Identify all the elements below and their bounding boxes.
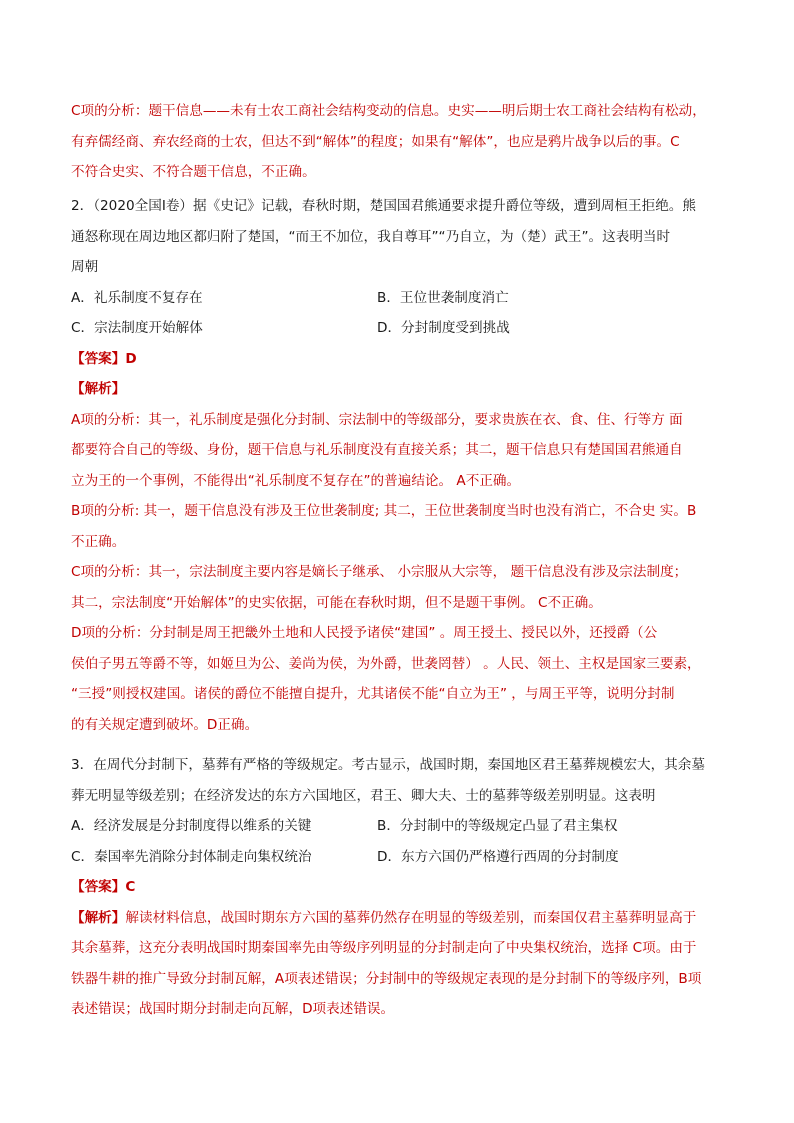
analysis-line: D项的分析：分封制是周王把畿外土地和人民授予诸侯“建国” 。周王授土、授民以外，还授爵（公 xyxy=(71,625,658,641)
options-row xyxy=(71,313,726,344)
analysis-line: 的有关规定遭到破坏。D正确。 xyxy=(71,716,259,733)
question-stem-line: 通怒称现在周边地区都归附了楚国，“而王不加位，我自尊耳”“乃自立，为（楚）武王”。这表明当时 xyxy=(71,228,671,245)
analysis-first-line xyxy=(71,903,726,934)
question-3 xyxy=(71,750,726,1025)
analysis-line: “三授”则授权建国。诸侯的爵位不能擅自提升，尤其诸侯不能“自立为王” ，与周王平等，说明分封制 xyxy=(71,686,675,702)
option-b: B．王位世袭制度消亡 xyxy=(377,289,509,306)
analysis-body xyxy=(71,933,726,1025)
options-row xyxy=(71,283,726,314)
analysis-line: 侯伯子男五等爵不等，如姬旦为公、姜尚为侯，为外爵，世袭罔替） 。人民、领土、主权是国家三要素， xyxy=(71,655,701,672)
option-d: D．分封制度受到挑战 xyxy=(377,320,510,336)
analysis-body xyxy=(71,405,726,741)
section-c-analysis xyxy=(71,96,726,188)
options-row xyxy=(71,842,726,873)
option-a: A．经济发展是分封制度得以维系的关键 xyxy=(71,818,312,834)
analysis-line: C项的分析：题干信息——未有士农工商社会结构变动的信息。史实——明后期士农工商社会结构有松动， xyxy=(71,103,706,119)
options-row xyxy=(71,811,726,842)
analysis-line: B项的分析: 其一，题干信息没有涉及王位世袭制度; 其二，王位世袭制度当时也没有消亡，不合史 实。B xyxy=(71,503,697,519)
analysis-line: 铁器牛耕的推广导致分封制瓦解，A项表述错误；分封制中的等级规定表现的是分封制下的等级序列，B项 xyxy=(71,970,702,987)
analysis-label: 【解析】 xyxy=(71,909,126,926)
option-c: C．秦国率先消除分封体制走向集权统治 xyxy=(71,848,312,865)
analysis-line: 其余墓葬，这充分表明战国时期秦国率先由等级序列明显的分封制走向了中央集权统治，选择 C项。由于 xyxy=(71,940,697,956)
analysis-line: A项的分析：其一，礼乐制度是强化分封制、宗法制中的等级部分，要求贵族在衣、食、住、行等方 面 xyxy=(71,411,683,428)
option-b: B．分封制中的等级规定凸显了君主集权 xyxy=(377,818,618,834)
option-d: D．东方六国仍严格遵行西周的分封制度 xyxy=(377,848,619,865)
question-stem-line: 葬无明显等级差别；在经济发达的东方六国地区，君王、卿大夫、士的墓葬等级差别明显。这表明 xyxy=(71,787,656,804)
analysis-text: 解读材料信息，战国时期东方六国的墓葬仍然存在明显的等级差别，而秦国仅君主墓葬明显高于 xyxy=(125,909,697,926)
analysis-line: 有弃儒经商、弃农经商的士农，但达不到“解体”的程度；如果有“解体”，也应是鸦片战争以后的事。C xyxy=(71,133,680,150)
option-a: A．礼乐制度不复存在 xyxy=(71,289,203,306)
option-c: C．宗法制度开始解体 xyxy=(71,320,203,336)
question-stem-line: 周朝 xyxy=(71,259,99,275)
answer-label: 【答案】D xyxy=(71,350,137,367)
analysis-line: 其二，宗法制度“开始解体”的史实依据，可能在春秋时期，但不是题干事例。 C不正确。 xyxy=(71,594,602,611)
analysis-line: 不符合史实、不符合题干信息，不正确。 xyxy=(71,164,316,180)
analysis-line: 不正确。 xyxy=(71,533,126,550)
analysis-line: 表述错误；战国时期分封制走向瓦解，D项表述错误。 xyxy=(71,1001,395,1017)
question-2 xyxy=(71,191,726,740)
analysis-line: 都要符合自己的等级、身份，题干信息与礼乐制度没有直接关系；其二，题干信息只有楚国国君熊通自 xyxy=(71,442,683,458)
answer-label: 【答案】C xyxy=(71,879,136,895)
question-stem-line: 3．在周代分封制下，墓葬有严格的等级规定。考古显示，战国时期，秦国地区君王墓葬规模宏大，其余墓 xyxy=(71,757,705,773)
analysis-label: 【解析】 xyxy=(71,381,126,397)
question-stem-line: 2．（2020全国Ⅰ卷）据《史记》记载，春秋时期，楚国国君熊通要求提升爵位等级，遭到周桓王拒绝。熊 xyxy=(71,198,696,214)
analysis-line: C项的分析：其一，宗法制度主要内容是嫡长子继承、 小宗服从大宗等， 题干信息没有涉及宗法制度； xyxy=(71,564,688,580)
analysis-line: 立为王的一个事例，不能得出“礼乐制度不复存在”的普遍结论。 A不正确。 xyxy=(71,472,521,489)
